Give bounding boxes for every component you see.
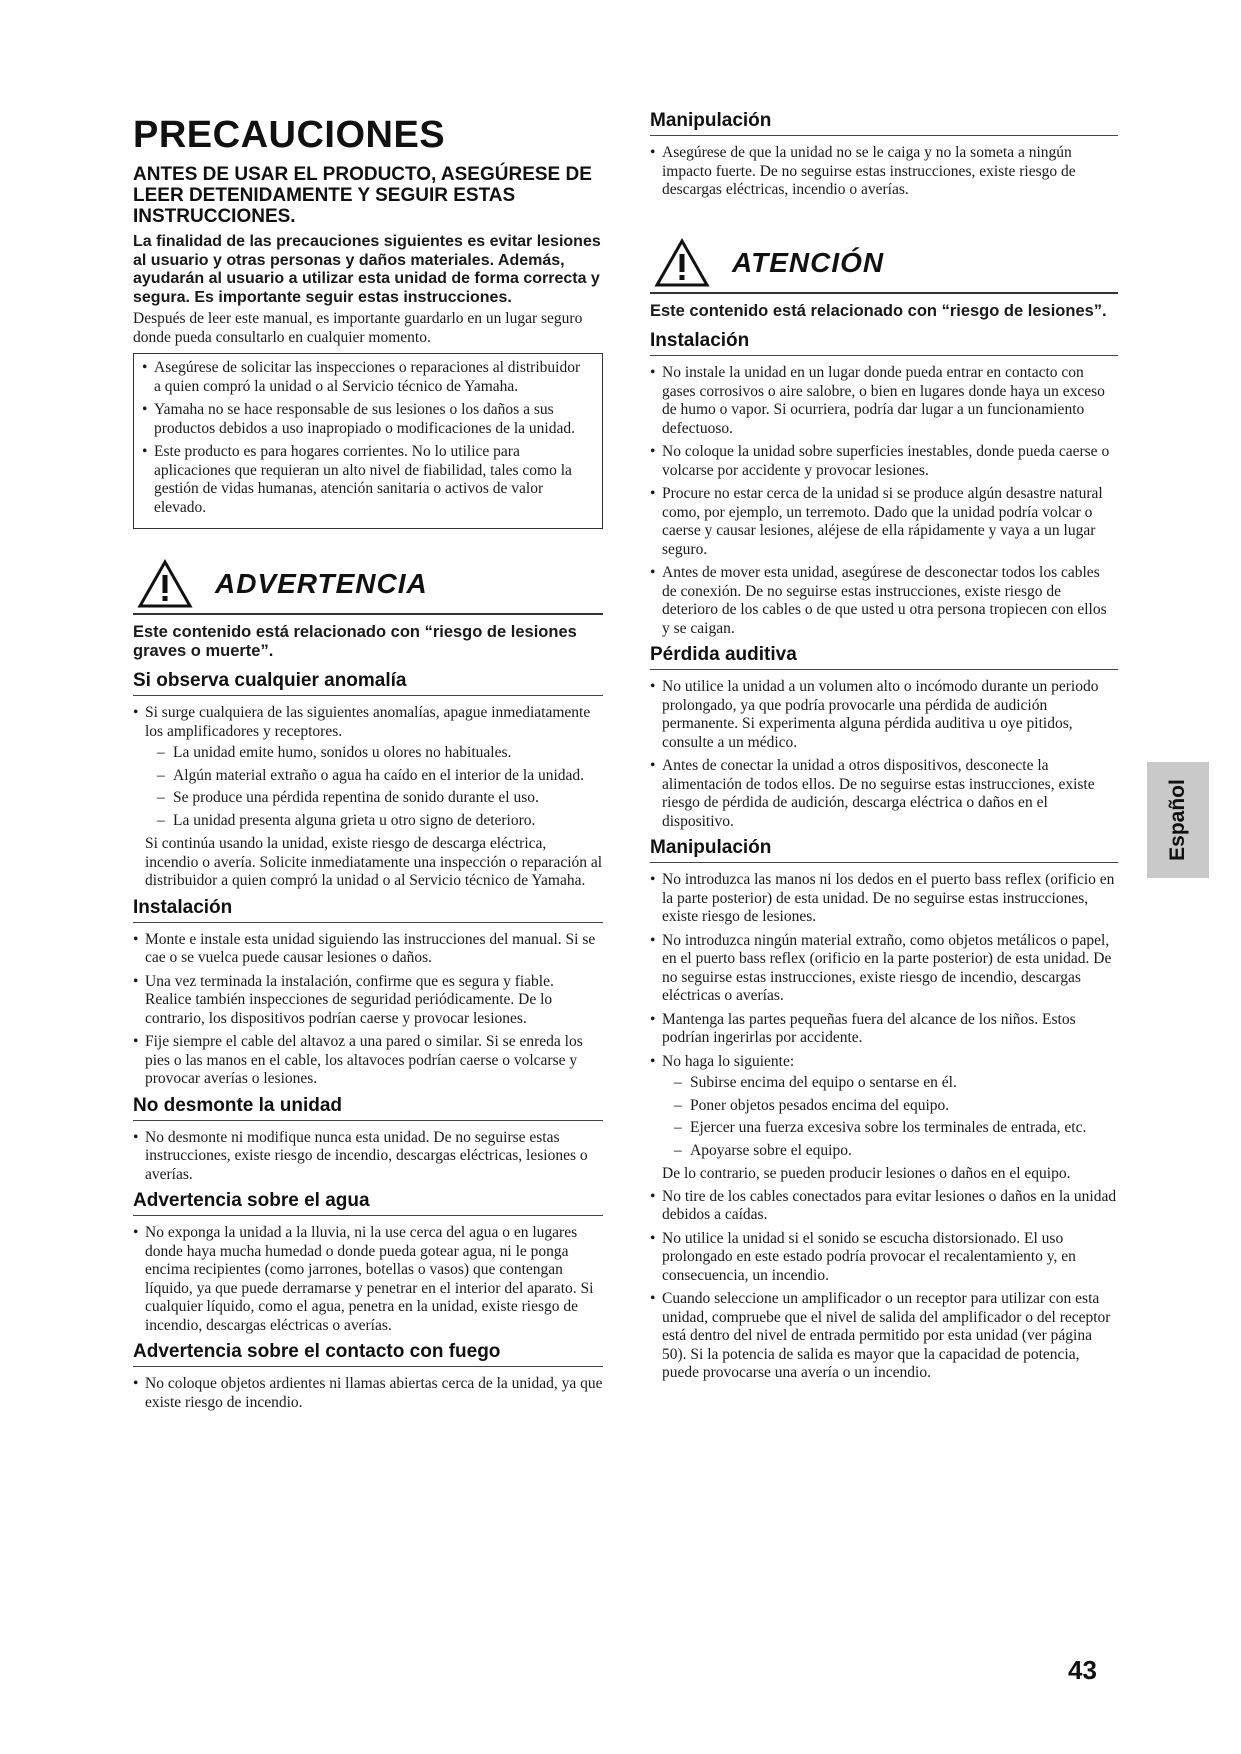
caution-header — [650, 238, 1118, 294]
section-heading-hearing: Pérdida auditiva — [650, 644, 1118, 670]
dash-item: – Algún material extraño o agua ha caído en el interior de la unidad. — [145, 767, 603, 786]
dash-item: – La unidad presenta alguna grieta u otro signo de deterioro. — [145, 812, 603, 831]
list-item: • Monte e instale esta unidad siguiendo las instrucciones del manual. Si se cae o se vuelca puede causar lesiones o daños. — [133, 931, 603, 968]
dash-item: – Ejercer una fuerza excesiva sobre los terminales de entrada, etc. — [662, 1119, 1118, 1138]
list-item: • Asegúrese de que la unidad no se le caiga y no la someta a ningún impacto fuerte. De no seguirse estas instrucciones, existe riesgo de descargas eléctricas, incendio o averías. — [650, 144, 1118, 200]
dash-item: – Se produce una pérdida repentina de sonido durante el uso. — [145, 789, 603, 808]
warning-subtitle: Este contenido está relacionado con “riesgo de lesiones graves o muerte”. — [133, 623, 577, 660]
notice-item: • Yamaha no se hace responsable de sus lesiones o los daños a sus productos debidos a uso inapropiado o modificaciones de la unidad. — [142, 401, 590, 438]
caution-triangle-icon — [654, 238, 710, 288]
right-column — [650, 110, 1118, 1388]
list-item: • Procure no estar cerca de la unidad si se produce algún desastre natural como, por ejemplo, un terremoto. Dado que la unidad podría volcar o caerse y causar lesiones, aléjese de ella rápidamente y vaya a un lugar seguro. — [650, 485, 1118, 559]
list-item: • Cuando seleccione un amplificador o un receptor para utilizar con esta unidad, compruebe que el nivel de salida del amplificador o del receptor está dentro del nivel de entrada permitido por esta unidad (ver página 50). Si la potencia de salida es mayor que la capacidad de potencia, puede provocarse una avería o un incendio. — [650, 1290, 1118, 1383]
section-heading-install: Instalación — [133, 897, 603, 923]
list-item: • No instale la unidad en un lugar donde pueda entrar en contacto con gases corrosivos o aire salobre, o bien en lugares donde haya un exceso de humo o vapor. Si ocurriera, podría dar lugar a un funcionamiento defectuoso. — [650, 364, 1118, 438]
dash-item: – Subirse encima del equipo o sentarse en él. — [662, 1074, 1118, 1093]
list-item — [650, 1053, 1118, 1161]
list-item: • No introduzca las manos ni los dedos en el puerto bass reflex (orificio en la parte posterior) de esta unidad. De no seguirse estas instrucciones, existe riesgo de lesiones. — [650, 871, 1118, 927]
left-column — [133, 108, 603, 1417]
language-tab — [1147, 762, 1209, 878]
page-number: 43 — [1068, 1655, 1097, 1685]
caution-title: ATENCIÓN — [732, 246, 885, 278]
list-item: • No exponga la unidad a la lluvia, ni la use cerca del agua o en lugares donde haya mucha humedad o donde pueda gotear agua, ni le ponga encima recipientes (como jarrones, botellas o vasos) que contengan líquido, ya que puede derramarse y penetrar en el interior del aparato. Si cualquier líquido, como el agua, penetra en la unidad, existe riesgo de incendio, descargas eléctricas o averías. — [133, 1224, 603, 1335]
list-item: • Una vez terminada la instalación, confirme que es segura y fiable. Realice también inspecciones de seguridad periódicamente. De lo contrario, los dispositivos podrían caerse y provocar lesiones. — [133, 973, 603, 1029]
handling-after: De lo contrario, se pueden producir lesiones o daños en el equipo. — [662, 1165, 1071, 1182]
list-item: • No coloque objetos ardientes ni llamas abiertas cerca de la unidad, ya que existe riesgo de incendio. — [133, 1375, 603, 1412]
dash-item: – Apoyarse sobre el equipo. — [662, 1142, 1118, 1161]
intro-paragraph: Después de leer este manual, es importante guardarlo en un lugar seguro donde pueda consultarlo en cualquier momento. — [133, 310, 583, 346]
list-item: • Fije siempre el cable del altavoz a una pared o similar. Si se enreda los pies o las manos en el cable, los altavoces podrían caerse o volcarse y provocar averías o lesiones. — [133, 1033, 603, 1089]
list-item: • No utilice la unidad a un volumen alto o incómodo durante un periodo prolongado, ya que podría provocarle una pérdida de audición permanente. Si experimenta alguna pérdida auditiva u oye pitidos, consulte a un médico. — [650, 678, 1118, 752]
page-title: PRECAUCIONES — [133, 114, 446, 156]
notice-item: • Este producto es para hogares corrientes. No lo utilice para aplicaciones que requieran un alto nivel de fiabilidad, tales como la gestión de vidas humanas, atención sanitaria o activos de valor elevado. — [142, 443, 590, 517]
section-heading-fire: Advertencia sobre el contacto con fuego — [133, 1341, 603, 1367]
warning-title: ADVERTENCIA — [215, 568, 428, 599]
list-item: • No desmonte ni modifique nunca esta unidad. De no seguirse estas instrucciones, existe riesgo de incendio, descargas eléctricas, lesiones o averías. — [133, 1129, 603, 1185]
list-item — [133, 704, 603, 830]
section-heading-handling: Manipulación — [650, 110, 1118, 136]
dash-item: – Poner objetos pesados encima del equipo. — [662, 1097, 1118, 1116]
section-heading-disassemble: No desmonte la unidad — [133, 1095, 603, 1121]
notice-box — [133, 353, 603, 529]
list-item: • No coloque la unidad sobre superficies inestables, donde pueda caerse o volcarse por accidente y provocar lesiones. — [650, 443, 1118, 480]
notice-item: • Asegúrese de solicitar las inspecciones o reparaciones al distribuidor a quien compró la unidad o al Servicio técnico de Yamaha. — [142, 359, 590, 396]
list-item: • Antes de conectar la unidad a otros dispositivos, desconecte la alimentación de todos ellos. De no seguirse estas instrucciones, existe riesgo de pérdida de audición, descarga eléctrica o daños en el dispositivo. — [650, 757, 1118, 831]
page-subtitle: ANTES DE USAR EL PRODUCTO, ASEGÚRESE DE LEER DETENIDAMENTE Y SEGUIR ESTAS INSTRUCCIONES. — [133, 164, 592, 227]
list-item: • No introduzca ningún material extraño, como objetos metálicos o papel, en el puerto bass reflex (orificio en la parte posterior) de esta unidad. De no seguirse estas instrucciones, existe riesgo de incendio, descargas eléctricas o averías. — [650, 932, 1118, 1006]
lead-paragraph: La finalidad de las precauciones siguientes es evitar lesiones al usuario y otras personas y daños materiales. Además, ayudarán al usuario a utilizar esta unidad de forma correcta y segura. Es importante seguir estas instrucciones. — [133, 233, 601, 306]
caution-subtitle: Este contenido está relacionado con “riesgo de lesiones”. — [650, 301, 1107, 320]
list-item: • Antes de mover esta unidad, asegúrese de desconectar todos los cables de conexión. De no seguirse estas instrucciones, existe riesgo de deterioro de los cables o de que usted u otra persona tropiecen con ellos y se caigan. — [650, 564, 1118, 638]
anomaly-intro: Si surge cualquiera de las siguientes anomalías, apague inmediatamente los amplificadores y receptores. — [145, 704, 591, 740]
list-item: • No tire de los cables conectados para evitar lesiones o daños en la unidad debidos a caídas. — [650, 1188, 1118, 1225]
list-item: • Mantenga las partes pequeñas fuera del alcance de los niños. Estos podrían ingerirlas por accidente. — [650, 1011, 1118, 1048]
list-item: • No utilice la unidad si el sonido se escucha distorsionado. El uso prolongado en este estado podría provocar el recalentamiento y, en consecuencia, un incendio. — [650, 1230, 1118, 1286]
section-heading-handling2: Manipulación — [650, 837, 1118, 863]
section-heading-water: Advertencia sobre el agua — [133, 1190, 603, 1216]
language-tab-label: Español — [1166, 779, 1189, 861]
warning-triangle-icon — [137, 559, 193, 609]
list-item-text: No haga lo siguiente: — [662, 1052, 795, 1070]
section-heading-anomaly: Si observa cualquier anomalía — [133, 670, 603, 696]
section-heading-install-right: Instalación — [650, 330, 1118, 356]
warning-header — [133, 559, 603, 615]
dash-item: – La unidad emite humo, sonidos u olores no habituales. — [145, 744, 603, 763]
anomaly-after: Si continúa usando la unidad, existe riesgo de descarga eléctrica, incendio o avería. Solicite inmediatamente una inspección o reparación al distribuidor a quien compró la unidad o al Servicio técnico de Yamaha. — [145, 835, 603, 889]
